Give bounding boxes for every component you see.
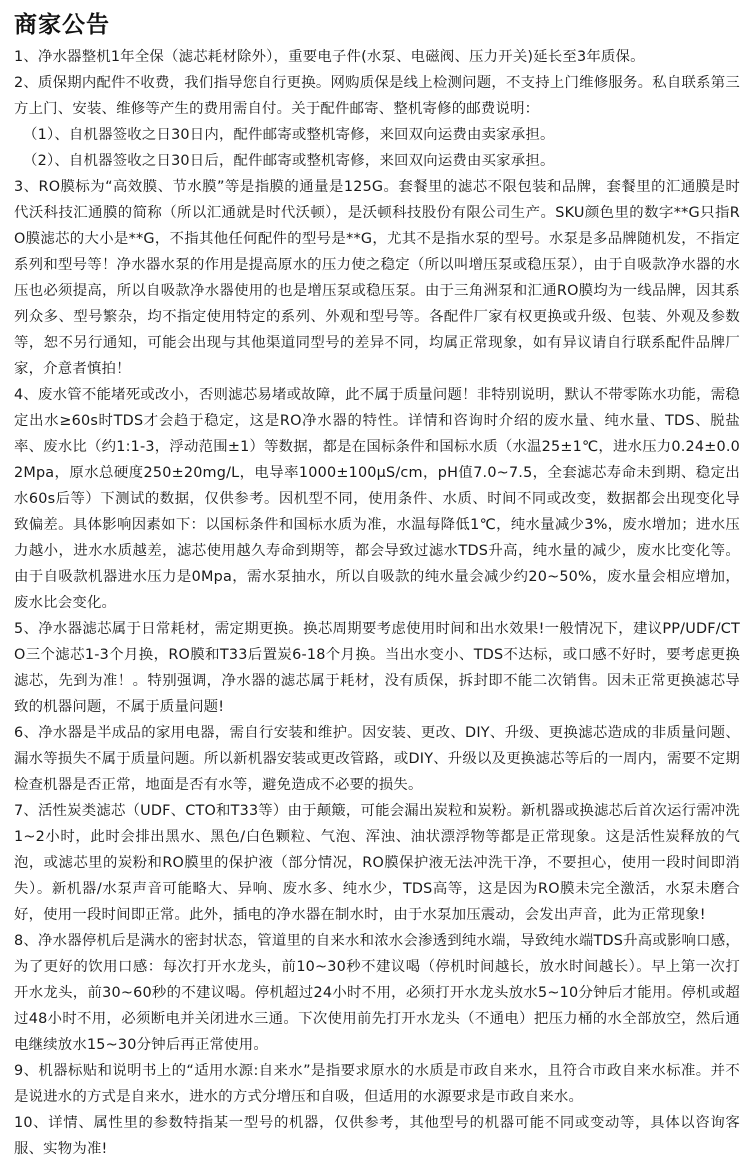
notice-paragraph-9: 9、机器标贴和说明书上的“适用水源:自来水”是指要求原水的水质是市政自来水，且符合市政自来水标准。并不是说进水的方式是自来水，进水的方式分增压和自吸，但适用的水源要求是市政自来水。	[14, 1063, 740, 1105]
notice-paragraph-10: 10、详情、属性里的参数特指某一型号的机器，仅供参考，其他型号的机器可能不同或变动等，具体以咨询客服、实物为准!	[14, 1115, 740, 1157]
notice-paragraph-2: 2、质保期内配件不收费，我们指导您自行更换。网购质保是线上检测问题，不支持上门维修服务。私自联系第三方上门、安装、维修等产生的费用需自付。关于配件邮寄、整机寄修的邮费说明：	[14, 75, 740, 117]
notice-paragraph-7: 7、活性炭类滤芯（UDF、CTO和T33等）由于颠簸，可能会漏出炭粒和炭粉。新机器或换滤芯后首次运行需冲洗1~2小时，此时会排出黑水、黑色/白色颗粒、气泡、浑浊、油状漂浮物等都是正常现象。这是活性炭释放的气泡，或滤芯里的炭粉和RO膜里的保护液（部分情况，RO膜保护液无法冲洗干净，不要担心，使用一段时间即消失）。新机器/水泵声音可能略大、异响、废水多、纯水少，TDS高等，这是因为RO膜未完全激活，水泵未磨合好，使用一段时间即正常。此外，插电的净水器在制水时，由于水泵加压震动，会发出声音，此为正常现象!	[14, 803, 740, 923]
notice-paragraph-5: 5、净水器滤芯属于日常耗材，需定期更换。换芯周期要考虑使用时间和出水效果!一般情况下，建议PP/UDF/CTO三个滤芯1-3个月换，RO膜和T33后置炭6-18个月换。当出水变小、TDS不达标，或口感不好时，要考虑更换滤芯，先到为准！。特别强调，净水器的滤芯属于耗材，没有质保，拆封即不能二次销售。因未正常更换滤芯导致的机器问题，不属于质量问题!	[14, 621, 740, 715]
notice-paragraph-1: 1、净水器整机1年全保（滤芯耗材除外），重要电子件(水泵、电磁阀、压力开关)延长至3年质保。	[14, 49, 645, 65]
notice-subitem-1: （1）、自机器签收之日30日内，配件邮寄或整机寄修，来回双向运费由卖家承担。	[23, 127, 555, 143]
notice-subitem-2: （2）、自机器签收之日30日后，配件邮寄或整机寄修，来回双向运费由买家承担。	[23, 153, 555, 169]
notice-body	[14, 44, 740, 1162]
notice-paragraph-8: 8、净水器停机后是满水的密封状态，管道里的自来水和浓水会渗透到纯水端，导致纯水端TDS升高或影响口感，为了更好的饮用口感：每次打开水龙头，前10~30秒不建议喝（停机时间越长，放水时间越长）。早上第一次打开水龙头，前30~60秒的不建议喝。停机超过24小时不用，必须打开水龙头放水5~10分钟后才能用。停机或超过48小时不用，必须断电并关闭进水三通。下次使用前先打开水龙头（不通电）把压力桶的水全部放空，然后通电继续放水15~30分钟后再正常使用。	[14, 933, 740, 1053]
notice-title: 商家公告	[14, 12, 110, 38]
notice-paragraph-4: 4、废水管不能堵死或改小，否则滤芯易堵或故障，此不属于质量问题！非特别说明，默认不带零陈水功能，需稳定出水≥60s时TDS才会趋于稳定，这是RO净水器的特性。详情和咨询时介绍的废水量、纯水量、TDS、脱盐率、废水比（约1:1-3，浮动范围±1）等数据，都是在国标条件和国标水质（水温25±1℃，进水压力0.24±0.02Mpa，原水总硬度250±20mg/L，电导率1000±100μS/cm，pH值7.0~7.5，全套滤芯寿命未到期、稳定出水60s后等）下测试的数据，仅供参考。因机型不同，使用条件、水质、时间不同或改变，数据都会出现变化导致偏差。具体影响因素如下：以国标条件和国标水质为准，水温每降低1℃，纯水量减少3%，废水增加；进水压力越小，进水水质越差，滤芯使用越久寿命到期等，都会导致过滤水TDS升高，纯水量的减少，废水比变化等。由于自吸款机器进水压力是0Mpa，需水泵抽水，所以自吸款的纯水量会减少约20~50%，废水量会相应增加，废水比会变化。	[14, 387, 740, 611]
notice-paragraph-3: 3、RO膜标为“高效膜、节水膜”等是指膜的通量是125G。套餐里的滤芯不限包装和品牌，套餐里的汇通膜是时代沃科技汇通膜的简称（所以汇通就是时代沃顿），是沃顿科技股份有限公司生产。SKU颜色里的数字**G只指RO膜滤芯的大小是**G，不指其他任何配件的型号是**G，尤其不是指水泵的型号。水泵是多品牌随机发，不指定系列和型号等！净水器水泵的作用是提高原水的压力使之稳定（所以叫增压泵或稳压泵），由于自吸款净水器的水压也必须提高，所以自吸款净水器使用的也是增压泵或稳压泵。由于三角洲泵和汇通RO膜均为一线品牌，因其系列众多、型号繁杂，均不指定使用特定的系列、外观和型号等。各配件厂家有权更换或升级、包装、外观及参数等，恕不另行通知，可能会出现与其他渠道同型号的差异不同，均属正常现象，如有异议请自行联系配件品牌厂家，介意者慎拍！	[14, 179, 740, 377]
notice-paragraph-6: 6、净水器是半成品的家用电器，需自行安装和维护。因安装、更改、DIY、升级、更换滤芯造成的非质量问题、漏水等损失不属于质量问题。所以新机器安装或更改管路，或DIY、升级以及更换滤芯等后的一周内，需要不定期检查机器是否正常，地面是否有水等，避免造成不必要的损失。	[14, 725, 740, 793]
